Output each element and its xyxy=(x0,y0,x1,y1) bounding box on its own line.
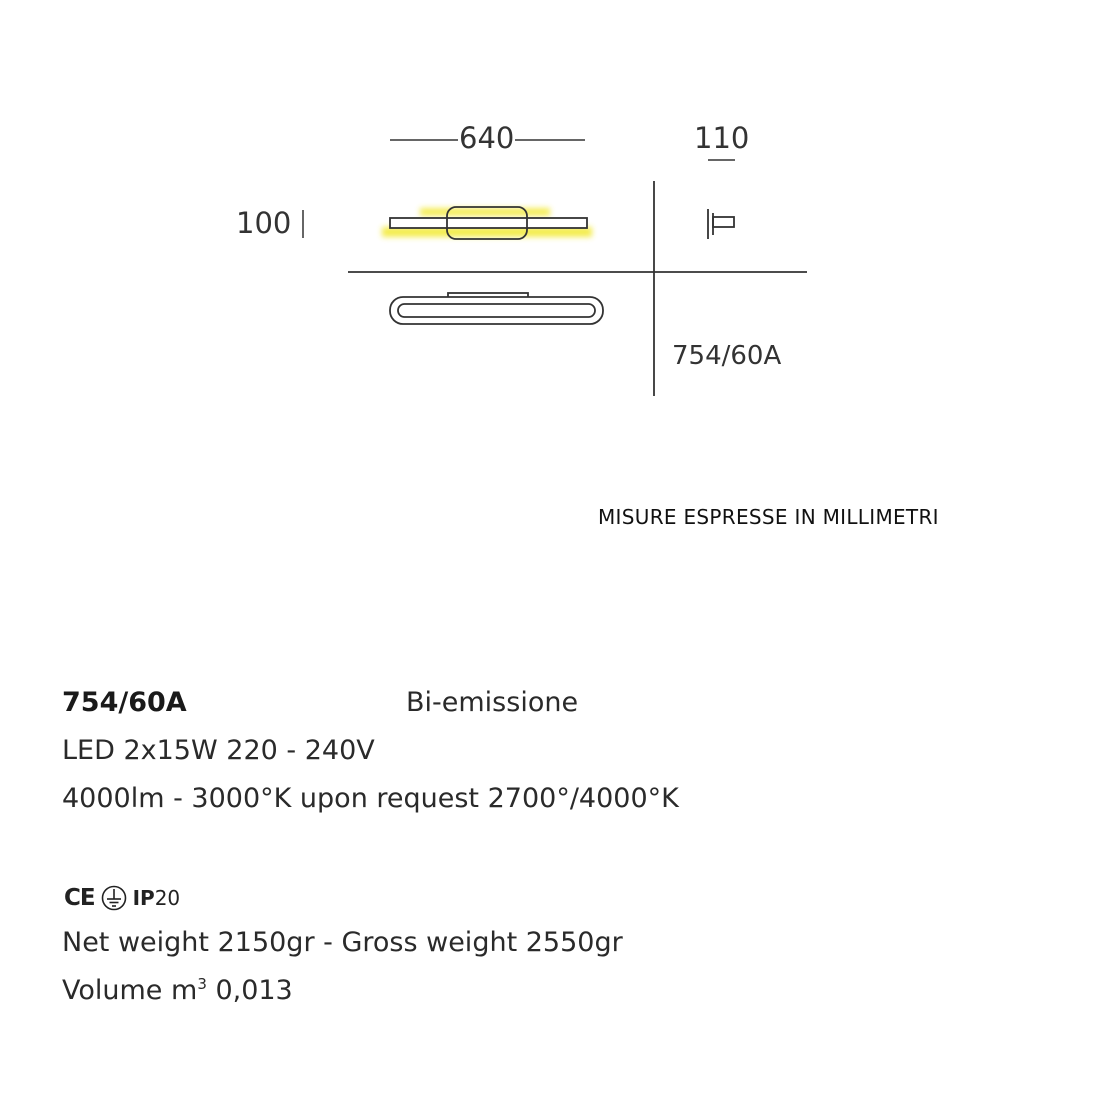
spec-power: LED 2x15W 220 - 240V xyxy=(62,735,375,766)
spec-emission-type: Bi-emissione xyxy=(406,687,579,718)
side-view-profile xyxy=(708,209,734,239)
earth-ground-icon xyxy=(101,885,127,911)
spec-lumen: 4000lm - 3000°K upon request 2700°/4000°K xyxy=(62,783,679,814)
ip-rating: IP20 xyxy=(132,886,181,910)
top-view xyxy=(390,293,603,324)
height-dimension: 100 xyxy=(236,206,292,240)
drawing-model-code: 754/60A xyxy=(672,341,782,371)
units-note: MISURE ESPRESSE IN MILLIMETRI xyxy=(598,505,939,529)
certification-marks xyxy=(64,885,180,911)
front-view-bar xyxy=(390,218,587,228)
spec-model-code: 754/60A xyxy=(62,687,187,718)
spec-volume: Volume $m^3$ 0,013 xyxy=(62,975,293,1006)
ce-mark: CE xyxy=(64,885,95,911)
depth-dimension: 110 xyxy=(694,121,750,155)
width-dimension: 640 xyxy=(459,121,515,155)
spec-weight: Net weight 2150gr - Gross weight 2550gr xyxy=(62,927,623,958)
light-glow-top xyxy=(420,208,550,216)
